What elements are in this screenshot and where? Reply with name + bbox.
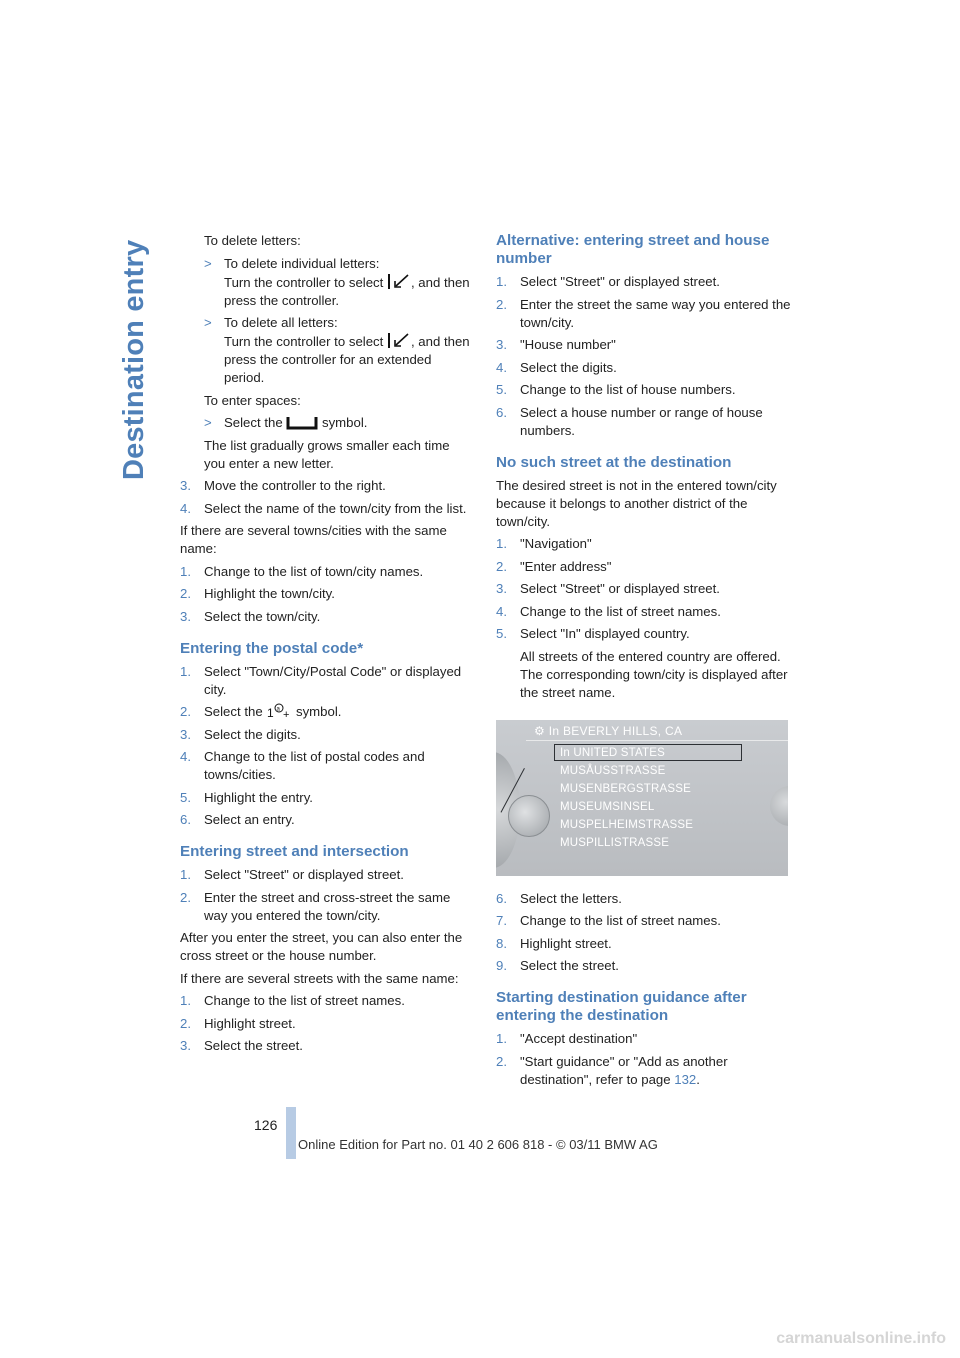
screen-row: MUSPILLISTRASSE	[560, 836, 670, 849]
item-number: 4.	[180, 749, 191, 764]
item-text: Change to the list of postal codes and towns/cities.	[204, 749, 425, 782]
item-text: Select "In" displayed country.	[520, 626, 690, 641]
item-number: 1.	[496, 536, 507, 551]
list-item	[180, 726, 470, 744]
paragraph-list: The list gradually grows smaller each time you enter a new letter.	[204, 437, 450, 471]
list-item	[496, 957, 792, 975]
item-text: Select the town/city.	[204, 608, 321, 624]
item-number: 2.	[496, 558, 507, 574]
item-number: 2.	[180, 889, 191, 905]
item-text: Change to the list of street names.	[520, 913, 721, 928]
item-text: Change to the list of house numbers.	[520, 382, 736, 397]
backspace-icon	[387, 273, 411, 290]
screen-row: MUSÅUSSTRASSE	[560, 764, 666, 777]
side-title	[118, 230, 156, 480]
list-item	[496, 890, 792, 908]
list-item	[180, 748, 470, 784]
item-number: 3.	[180, 1038, 191, 1053]
text-span: , and then press the controller.	[224, 274, 470, 308]
right-column	[496, 232, 792, 1093]
item-text: symbol.	[292, 704, 342, 719]
list-item	[496, 535, 792, 553]
item-number: 5.	[180, 789, 191, 805]
item-number: 9.	[496, 958, 507, 973]
item-text: Enter the street and cross-street the same way you entered the town/city.	[204, 889, 451, 923]
screen-header-text: In BEVERLY HILLS, CA	[548, 723, 683, 738]
idrive-screen-image	[496, 720, 788, 876]
list-item	[496, 296, 792, 332]
text-span: Turn the controller to select	[224, 274, 387, 290]
bullet-space	[180, 414, 470, 432]
list-item	[496, 1030, 792, 1048]
item-number: 3.	[180, 726, 191, 742]
item-number: 1.	[496, 274, 507, 289]
paragraph-several-streets: If there are several streets with the same name:	[180, 970, 459, 986]
list-item	[496, 404, 792, 440]
item-number: 6.	[496, 404, 507, 420]
item-text: Highlight street.	[520, 935, 612, 951]
list-item	[496, 912, 792, 930]
text-span: symbol.	[318, 415, 368, 430]
item-number: 3.	[496, 581, 507, 596]
backspace-icon	[387, 332, 411, 349]
footer-bar	[286, 1107, 296, 1159]
heading-alternative: Alternative: entering street and house number	[496, 232, 770, 267]
list-item	[180, 789, 470, 807]
list-item	[180, 866, 470, 884]
paragraph-no-street: The desired street is not in the entered town/city because it belongs to another district of the town/city.	[496, 477, 777, 529]
list-item	[180, 563, 470, 581]
list-item	[496, 273, 792, 291]
screen-header	[534, 722, 682, 740]
bullet-text: To delete individual letters:	[224, 255, 380, 271]
list-item	[496, 625, 792, 643]
item-text: "Enter address"	[520, 558, 612, 574]
bullet-text	[224, 273, 470, 310]
bullet-text: To delete all letters:	[224, 315, 338, 330]
list-item	[180, 889, 470, 925]
list-item	[180, 585, 470, 603]
svg-text:a: a	[276, 706, 281, 713]
gear-icon: ⚙	[534, 723, 546, 738]
item-number: 1.	[180, 993, 191, 1008]
list-item	[496, 603, 792, 621]
bullet-text	[224, 414, 470, 432]
text-span: Select the	[224, 415, 287, 430]
item-number: 2.	[180, 586, 191, 601]
svg-text:+: +	[283, 709, 290, 719]
bullet-text	[224, 332, 470, 387]
paragraph-delete: To delete letters:	[204, 233, 301, 248]
list-item	[496, 336, 792, 354]
bullet-marker: >	[204, 415, 212, 430]
item-text: Select the	[204, 704, 267, 719]
paragraph-spaces: To enter spaces:	[204, 392, 301, 408]
list-item	[180, 811, 470, 829]
item-text: Select the digits.	[520, 359, 617, 375]
item-text: Select a house number or range of house numbers.	[520, 404, 763, 438]
list-item	[180, 608, 470, 626]
item-text: Highlight street.	[204, 1015, 296, 1031]
item-number: 3.	[496, 337, 507, 352]
list-item	[180, 992, 470, 1010]
item-number: 7.	[496, 913, 507, 928]
item-number: 4.	[496, 359, 507, 375]
item-text: Select "Town/City/Postal Code" or displayed city.	[204, 663, 462, 697]
list-item	[496, 1053, 792, 1089]
item-number: 4.	[496, 603, 507, 619]
item-number: 1.	[180, 663, 191, 679]
item-text: "Navigation"	[520, 536, 592, 551]
paragraph-after: After you enter the street, you can also enter the cross street or the house number.	[180, 930, 463, 963]
item-text: Select "Street" or displayed street.	[204, 867, 404, 882]
postal-symbol-icon	[266, 703, 292, 719]
item-number: 2.	[180, 1015, 191, 1031]
item-text: Select the street.	[520, 958, 619, 973]
text-span: Turn the controller to select	[224, 334, 387, 349]
item-number: 6.	[180, 812, 191, 827]
space-icon	[286, 416, 318, 430]
heading-no-street: No such street at the destination	[496, 453, 732, 471]
paragraph-all-streets: All streets of the entered country are offered. The corresponding town/city is displayed after the street name.	[520, 648, 788, 700]
item-text: Select the name of the town/city from the list.	[204, 500, 467, 516]
item-number: 8.	[496, 935, 507, 951]
screen-row: MUSEUMSINSEL	[560, 800, 655, 813]
left-column	[180, 232, 470, 1060]
bullet-delete-all	[180, 314, 470, 387]
watermark: carmanualsonline.info	[776, 1330, 946, 1347]
item-number: 1.	[180, 867, 191, 882]
item-number: 3.	[180, 608, 191, 624]
item-text: .	[696, 1071, 700, 1087]
item-text: Select an entry.	[204, 812, 295, 827]
item-text: "House number"	[520, 337, 616, 352]
page-reference-link[interactable]: 132	[674, 1071, 697, 1087]
list-item	[496, 935, 792, 953]
side-title-text: Destination entry	[118, 239, 150, 480]
divider	[526, 740, 788, 741]
item-text: Move the controller to the right.	[204, 478, 386, 493]
item-number: 4.	[180, 500, 191, 516]
item-number: 5.	[496, 382, 507, 397]
item-text: Highlight the town/city.	[204, 586, 335, 601]
item-text: Highlight the entry.	[204, 789, 313, 805]
list-item	[180, 1037, 470, 1055]
item-text: Change to the list of town/city names.	[204, 563, 424, 579]
bullet-delete-individual	[180, 255, 470, 310]
item-number: 3.	[180, 478, 191, 493]
list-item	[496, 381, 792, 399]
item-text: Select the street.	[204, 1038, 303, 1053]
item-number: 1.	[496, 1031, 507, 1046]
item-text: "Accept destination"	[520, 1031, 638, 1046]
list-item	[180, 663, 470, 699]
page-number: 126	[254, 1117, 278, 1133]
screen-row: MUSENBERGSTRASSE	[560, 782, 692, 795]
item-text: Enter the street the same way you entered the town/city.	[520, 296, 791, 330]
svg-text:1: 1	[267, 706, 274, 719]
list-item	[496, 558, 792, 576]
heading-postal: Entering the postal code*	[180, 639, 364, 657]
footer-text: Online Edition for Part no. 01 40 2 606 818 - © 03/11 BMW AG	[298, 1137, 658, 1152]
item-text: Change to the list of street names.	[204, 993, 405, 1008]
list-item	[180, 500, 470, 518]
item-text: Change to the list of street names.	[520, 603, 721, 619]
screen-row: MUSPELHEIMSTRASSE	[560, 818, 694, 831]
list-item	[180, 703, 470, 721]
heading-start-guidance: Starting destination guidance after entering the destination	[496, 989, 747, 1024]
list-item	[496, 359, 792, 377]
item-text: "Start guidance" or "Add as another destination", refer to page	[520, 1053, 728, 1087]
list-item	[180, 477, 470, 495]
paragraph-several-towns: If there are several towns/cities with the same name:	[180, 523, 447, 556]
list-item	[180, 1015, 470, 1033]
item-text: Select the digits.	[204, 726, 301, 742]
heading-intersection: Entering street and intersection	[180, 843, 409, 860]
item-text: Select "Street" or displayed street.	[520, 581, 720, 596]
screen-row: In UNITED STATES	[560, 746, 666, 759]
item-number: 2.	[496, 296, 507, 312]
bullet-marker: >	[204, 315, 212, 330]
item-number: 2.	[180, 704, 191, 719]
item-number: 5.	[496, 626, 507, 641]
bullet-marker: >	[204, 255, 212, 271]
list-item	[496, 580, 792, 598]
item-text: Select "Street" or displayed street.	[520, 274, 720, 289]
item-number: 1.	[180, 563, 191, 579]
item-number: 6.	[496, 890, 507, 906]
screen-dial-right	[770, 786, 788, 826]
item-number: 2.	[496, 1053, 507, 1069]
item-text: Select the letters.	[520, 890, 622, 906]
text-span: , and then press the controller for an extended period.	[224, 334, 470, 385]
controller-knob	[508, 795, 550, 837]
